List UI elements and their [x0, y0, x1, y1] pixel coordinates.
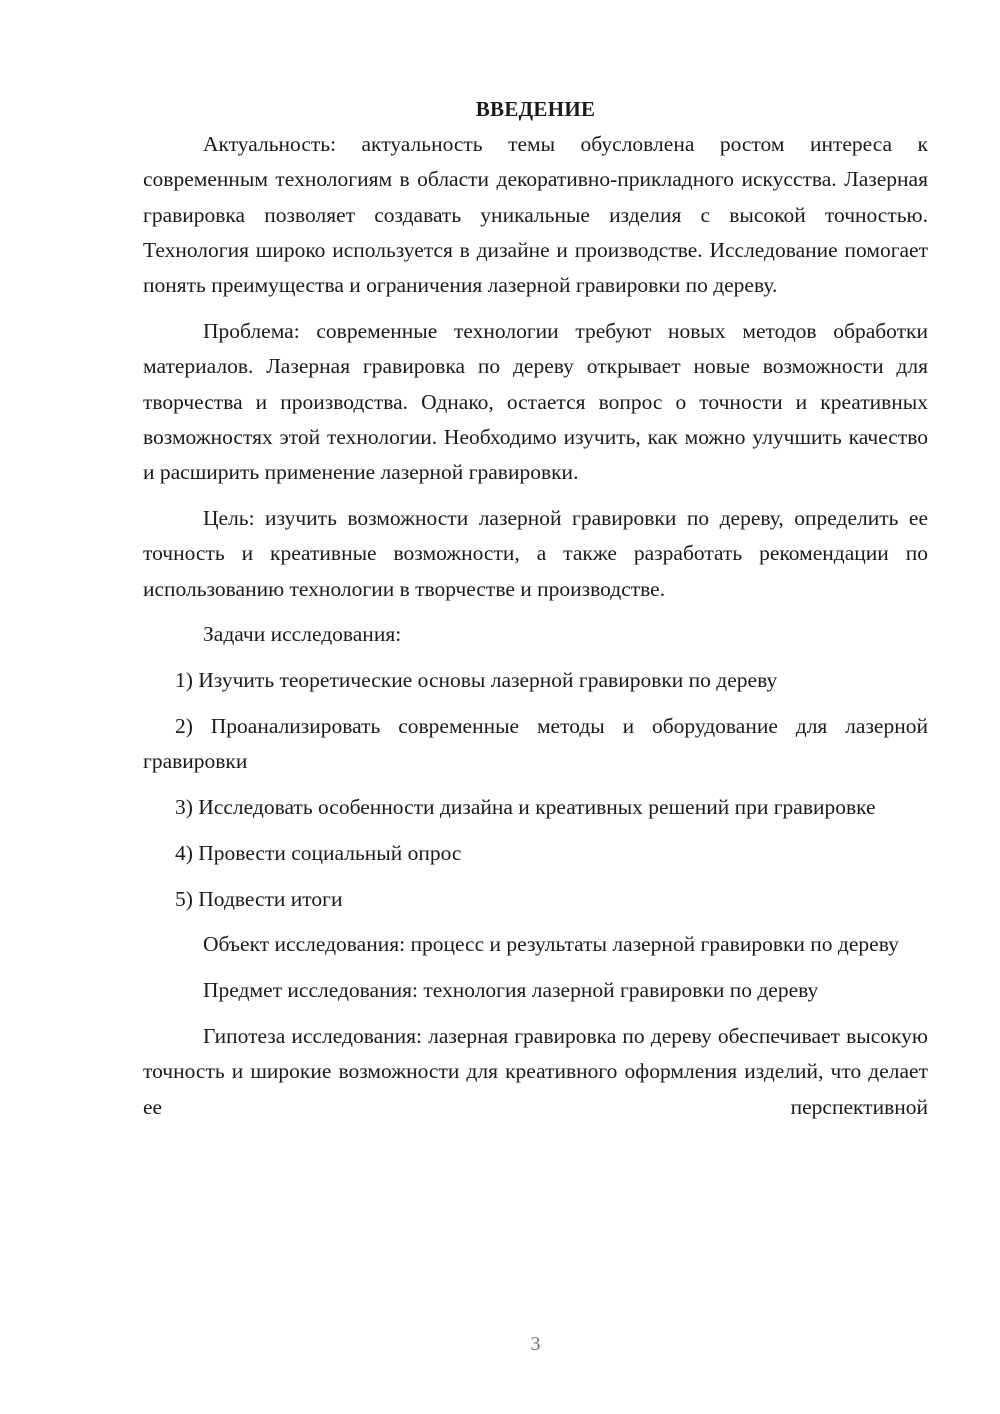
- tasks-title: Задачи исследования:: [203, 622, 402, 647]
- task-item-2: 2) Проанализировать современные методы и оборудование для лазерной гравировки: [143, 713, 928, 774]
- document-page: [143, 92, 928, 1135]
- task-item-5: 5) Подвести итоги: [175, 886, 343, 911]
- page-title: ВВЕДЕНИЕ: [475, 97, 596, 121]
- paragraph-object: Объект исследования: процесс и результаты лазерной гравировки по дереву: [203, 932, 899, 957]
- task-item-1: 1) Изучить теоретические основы лазерной гравировки по дереву: [175, 668, 778, 693]
- paragraph-goal: Цель: изучить возможности лазерной гравировки по дереву, определить ее точность и креативные возможности, а также разработать рекомендации по использованию технологии в творчестве и производстве.: [143, 505, 928, 601]
- task-item-3: 3) Исследовать особенности дизайна и креативных решений при гравировке: [175, 795, 876, 820]
- paragraph-problem: Проблема: современные технологии требуют новых методов обработки материалов. Лазерная гравировка по дереву открывает новые возможности для творчества и производства. Однако, остается вопрос о точности и креативных возможностях этой технологии. Необходимо изучить, как можно улучшить качество и расширить применение лазерной гравировки.: [143, 318, 928, 485]
- page-number: 3: [530, 1333, 541, 1355]
- paragraph-subject: Предмет исследования: технология лазерной гравировки по дереву: [203, 978, 819, 1003]
- task-item-4: 4) Провести социальный опрос: [175, 840, 462, 865]
- paragraph-relevance: Актуальность: актуальность темы обусловлена ростом интереса к современным технологиям в области декоративно-прикладного искусства. Лазерная гравировка позволяет создавать уникальные изделия с высокой точностью. Технология широко используется в дизайне и производстве. Исследование помогает понять преимущества и ограничения лазерной гравировки по дереву.: [143, 132, 928, 298]
- paragraph-hypothesis: Гипотеза исследования: лазерная гравировка по дереву обеспечивает высокую точность и широкие возможности для креативного оформления изделий, что делает ее перспективной: [143, 1024, 928, 1119]
